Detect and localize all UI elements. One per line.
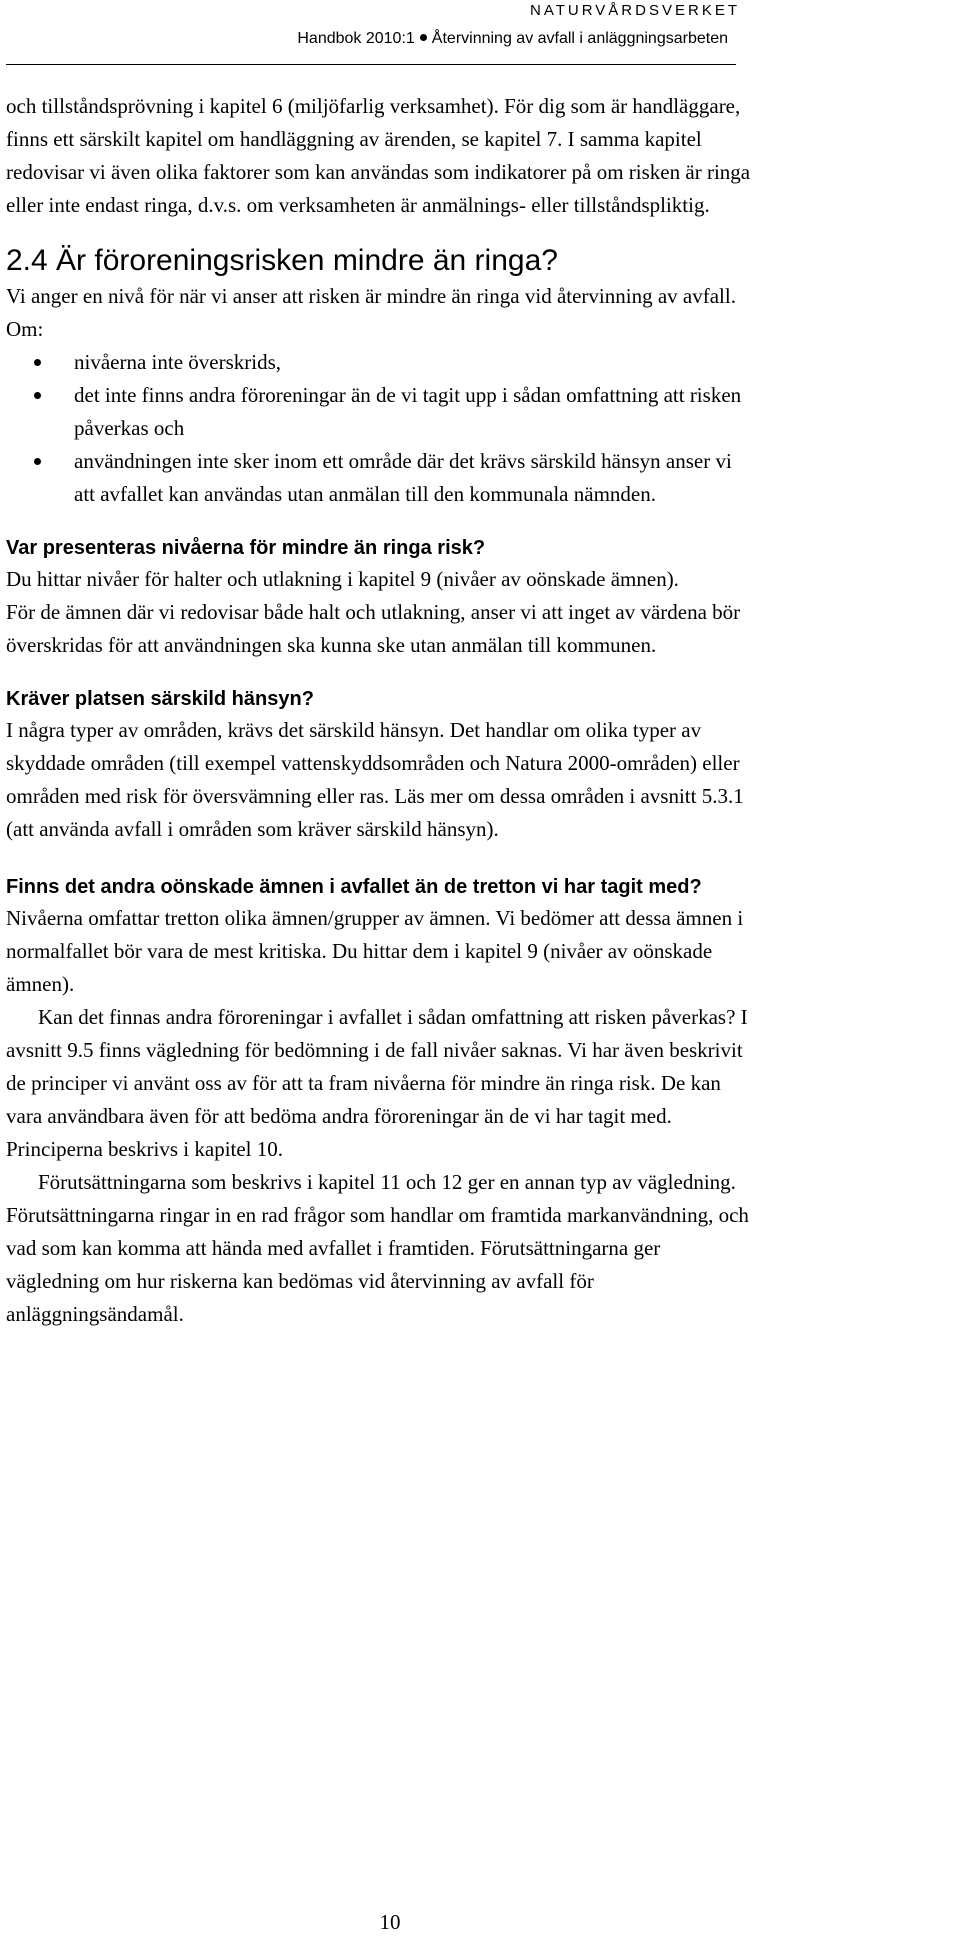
subheading-special-consideration: Kräver platsen särskild hänsyn?	[6, 688, 314, 710]
publisher-name: NATURVÅRDSVERKET	[530, 2, 740, 19]
condition-list	[6, 346, 751, 511]
intro-paragraph: och tillståndsprövning i kapitel 6 (miljöfarlig verksamhet). För dig som är handläggare, finns ett särskilt kapitel om handläggning av ärenden, se kapitel 7. I samma kapitel redovisar vi även olika faktorer som kan användas som indikatorer på om risken är ringa eller inte endast ringa, d.v.s. om verksamheten är anmälnings- eller tillståndspliktig.	[6, 94, 751, 217]
bullet-separator-icon	[420, 34, 427, 41]
handbook-title: Återvinning av avfall i anläggningsarbeten	[431, 30, 728, 47]
page-content	[6, 90, 751, 1331]
handbook-number: Handbok 2010:1	[297, 30, 415, 47]
paragraph: Kan det finnas andra föroreningar i avfallet i sådan omfattning att risken påverkas? I avsnitt 9.5 finns vägledning för bedömning i de fall nivåer saknas. Vi har även beskrivit de principer vi använt oss av för att ta fram nivåerna för mindre än ringa risk. De kan vara användbara även för att bedöma andra föroreningar än de vi har tagit med. Principerna beskrivs i kapitel 10.	[6, 1005, 748, 1161]
page-number: 10	[379, 1910, 401, 1934]
paragraph: Nivåerna omfattar tretton olika ämnen/grupper av ämnen. Vi bedömer att dessa ämnen i normalfallet bör vara de mest kritiska. Du hittar dem i kapitel 9 (nivåer av oönskade ämnen).	[6, 906, 744, 996]
list-item: användningen inte sker inom ett område där det krävs särskild hänsyn anser vi att avfallet kan användas utan anmälan till den kommunala nämnden.	[6, 445, 751, 511]
section-heading: 2.4 Är föroreningsrisken mindre än ringa?	[6, 244, 558, 277]
section-lead: Vi anger en nivå för när vi anser att risken är mindre än ringa vid återvinning av avfall. Om:	[6, 284, 736, 341]
handbook-subtitle	[297, 30, 728, 48]
list-item: nivåerna inte överskrids,	[6, 346, 751, 379]
paragraph: I några typer av områden, krävs det särskild hänsyn. Det handlar om olika typer av skyddade områden (till exempel vattenskyddsområden och Natura 2000-områden) eller områden med risk för översvämning eller ras. Läs mer om dessa områden i avsnitt 5.3.1 (att använda avfall i områden som kräver särskild hänsyn).	[6, 718, 744, 841]
subheading-levels: Var presenteras nivåerna för mindre än ringa risk?	[6, 537, 486, 559]
paragraph: För de ämnen där vi redovisar både halt och utlakning, anser vi att inget av värdena bör överskridas för att användningen ska kunna ske utan anmälan till kommunen.	[6, 600, 741, 657]
paragraph: Förutsättningarna som beskrivs i kapitel 11 och 12 ger en annan typ av vägledning. Förutsättningarna ringar in en rad frågor som handlar om framtida markanvändning, och vad som kan komma att hända med avfallet i framtiden. Förutsättningarna ger vägledning om hur riskerna kan bedömas vid återvinning av avfall för anläggningsändamål.	[6, 1170, 749, 1326]
paragraph: Du hittar nivåer för halter och utlakning i kapitel 9 (nivåer av oönskade ämnen).	[6, 567, 679, 591]
list-item: det inte finns andra föroreningar än de vi tagit upp i sådan omfattning att risken påverkas och	[6, 379, 751, 445]
header-divider	[6, 64, 736, 65]
subheading-other-substances: Finns det andra oönskade ämnen i avfallet än de tretton vi har tagit med?	[6, 876, 702, 898]
